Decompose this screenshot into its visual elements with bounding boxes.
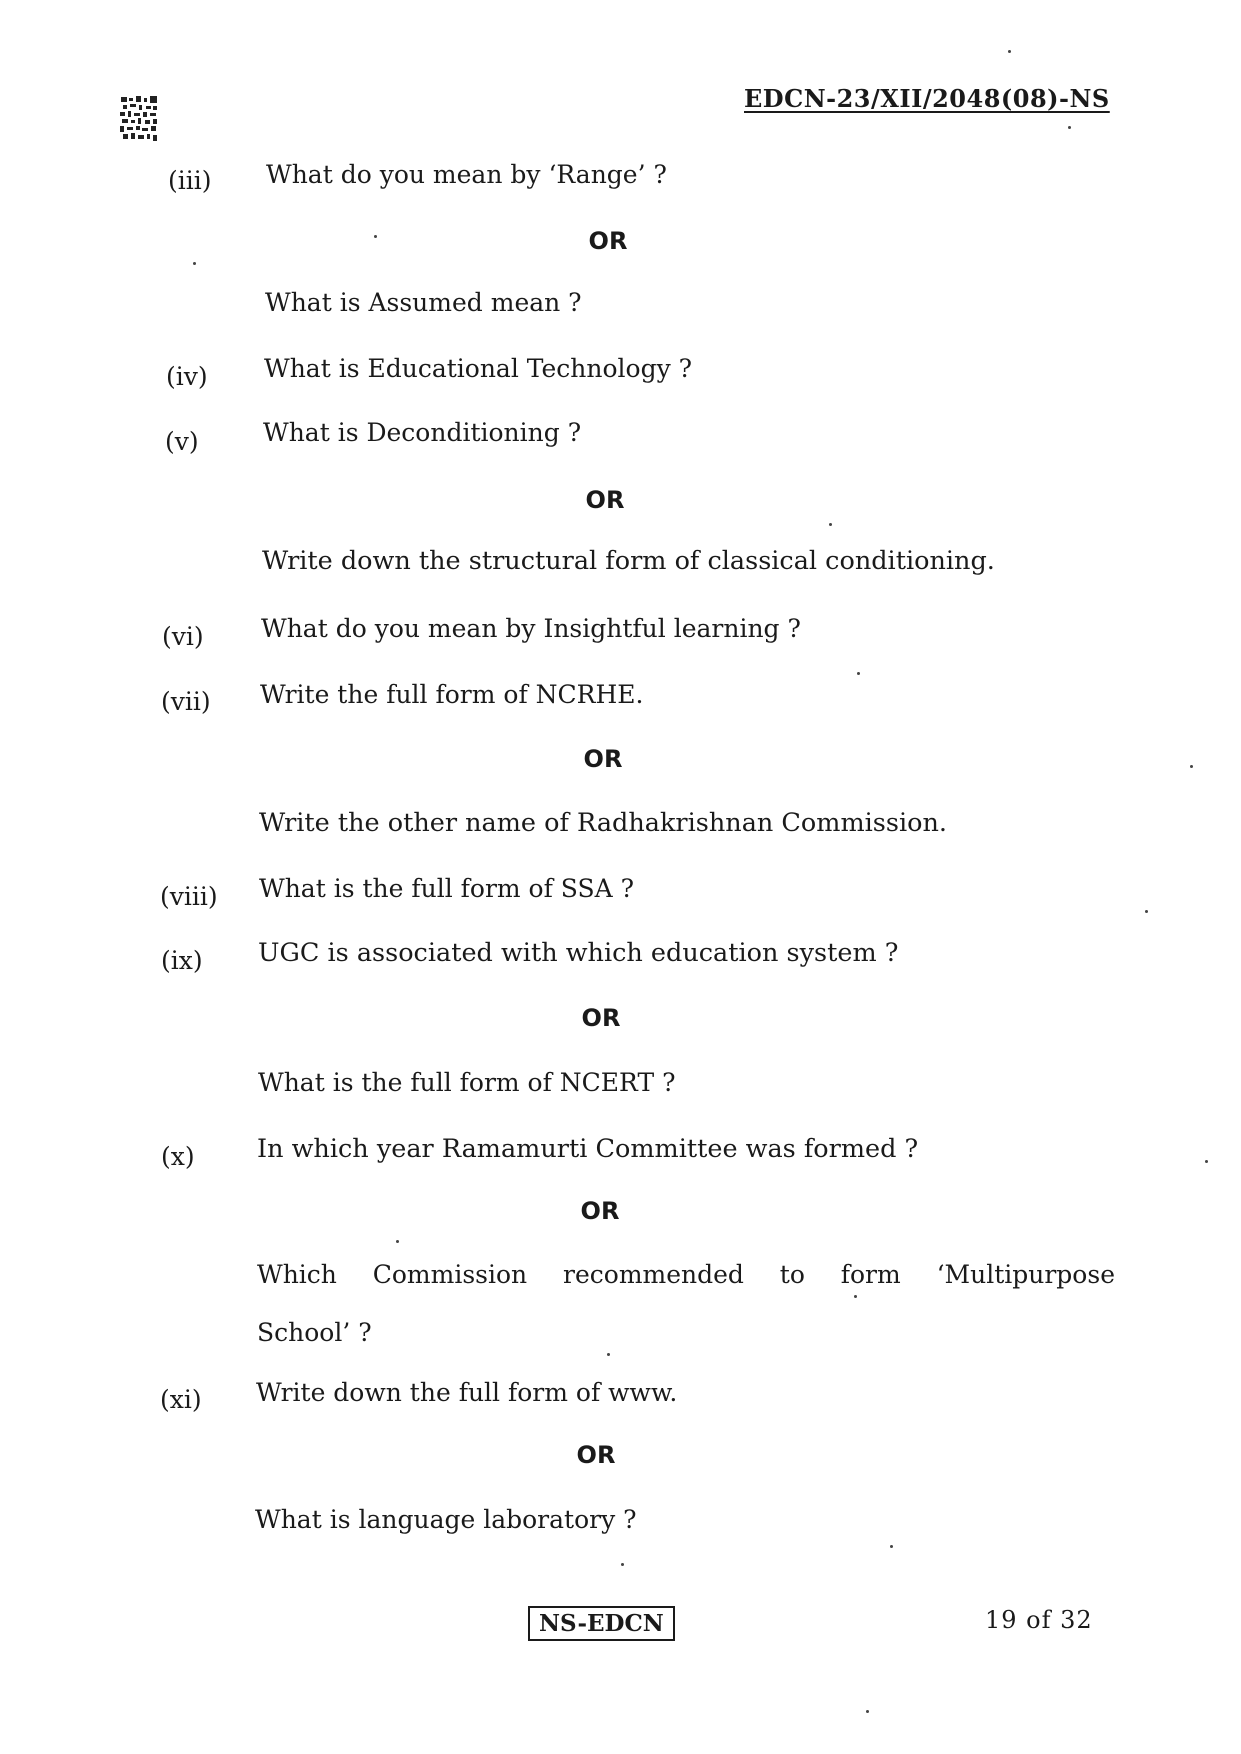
question-text-vii: Write the full form of NCRHE. [260,680,644,709]
question-or-text-xi: What is language laboratory ? [255,1505,637,1534]
question-number-iii: (iii) [168,166,212,195]
question-number-vii: (vii) [161,687,211,716]
or-label: OR [581,1004,621,1032]
scan-speck [1145,910,1148,913]
scan-speck [396,1240,399,1243]
qr-code-icon [120,96,158,142]
scan-speck [374,235,377,238]
question-or-text-iii: What is Assumed mean ? [265,288,582,317]
question-text-vi: What do you mean by Insightful learning ? [261,614,801,643]
question-or-text-x-line1: Which Commission recommended to form ‘Multipurpose [257,1260,1115,1289]
question-or-text-v: Write down the structural form of classical conditioning. [262,546,995,576]
question-number-v: (v) [165,427,199,456]
paper-code-header: EDCN-23/XII/2048(08)-NS [744,84,1110,113]
scan-speck [890,1545,893,1548]
or-label: OR [585,486,625,514]
or-label: OR [588,227,628,255]
scan-speck [854,1295,857,1298]
footer-paper-code: NS-EDCN [528,1606,675,1641]
question-number-iv: (iv) [166,362,208,391]
scan-speck [193,262,196,265]
scan-speck [829,523,832,526]
scan-speck [1205,1160,1208,1163]
question-text-x: In which year Ramamurti Committee was formed ? [257,1134,919,1164]
question-text-ix: UGC is associated with which education system ? [258,938,899,968]
scan-speck [621,1563,624,1566]
question-or-text-vii: Write the other name of Radhakrishnan Commission. [259,808,948,838]
or-label: OR [576,1441,616,1469]
question-text-iii: What do you mean by ‘Range’ ? [266,160,667,189]
question-number-x: (x) [161,1142,195,1171]
scan-speck [1068,126,1071,129]
question-text-xi: Write down the full form of www. [256,1378,678,1407]
question-or-text-x-line2: School’ ? [257,1318,372,1347]
page-number: 19 of 32 [985,1606,1093,1634]
question-text-iv: What is Educational Technology ? [264,354,693,383]
scan-speck [1008,50,1011,53]
scan-speck [857,672,860,675]
question-text-viii: What is the full form of SSA ? [259,874,635,903]
question-text-v: What is Deconditioning ? [263,418,582,447]
or-label: OR [580,1197,620,1225]
question-number-vi: (vi) [162,622,204,651]
scan-speck [607,1353,610,1356]
question-number-ix: (ix) [161,946,203,975]
question-or-text-ix: What is the full form of NCERT ? [258,1068,676,1097]
scan-speck [1190,765,1193,768]
question-number-xi: (xi) [160,1385,202,1414]
scan-speck [866,1710,869,1713]
or-label: OR [583,745,623,773]
question-number-viii: (viii) [160,882,218,911]
